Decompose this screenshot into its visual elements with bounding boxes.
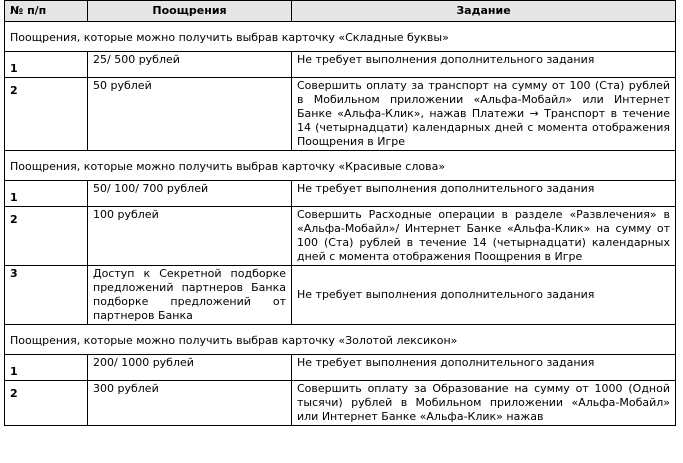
- row-num: 1: [5, 181, 88, 207]
- section-title-row: [5, 325, 676, 355]
- row-task: Не требует выполнения дополнительного задания: [292, 266, 676, 325]
- rewards-table: [4, 0, 676, 426]
- row-reward: 100 рублей: [88, 207, 292, 266]
- row-num: 1: [5, 355, 88, 381]
- section-title: Поощрения, которые можно получить выбрав карточку «Складные буквы»: [5, 22, 676, 52]
- row-task: Совершить Расходные операции в разделе «Развлечения» в «Альфа-Мобайл»/ Интернет Банке «Альфа-Клик» на сумму от 100 (Ста) рублей в течение 14 (четырнадцати) календарных дней с момента отображения Поощрения в Игре: [292, 207, 676, 266]
- row-num: 1: [5, 52, 88, 78]
- row-num: 2: [5, 78, 88, 151]
- table-row: [5, 381, 676, 426]
- table-header-row: [5, 1, 676, 22]
- section-title-row: [5, 22, 676, 52]
- section-title: Поощрения, которые можно получить выбрав карточку «Золотой лексикон»: [5, 325, 676, 355]
- table-row: [5, 266, 676, 325]
- table-row: [5, 52, 676, 78]
- section-title-row: [5, 151, 676, 181]
- row-reward: 50 рублей: [88, 78, 292, 151]
- row-task: Не требует выполнения дополнительного задания: [292, 52, 676, 78]
- row-reward: Доступ к Секретной подборке предложений партнеров Банка подборке предложений от партнеров Банка: [88, 266, 292, 325]
- header-reward: Поощрения: [88, 1, 292, 22]
- row-task: Не требует выполнения дополнительного задания: [292, 355, 676, 381]
- header-task: Задание: [292, 1, 676, 22]
- row-task: Совершить оплату за транспорт на сумму от 100 (Ста) рублей в Мобильном приложении «Альфа-Мобайл» или Интернет Банке «Альфа-Клик», нажав Платежи → Транспорт в течение 14 (четырнадцати) календарных дней с момента отображения Поощрения в Игре: [292, 78, 676, 151]
- row-task: Совершить оплату за Образование на сумму от 1000 (Одной тысячи) рублей в Мобильном приложении «Альфа-Мобайл» или Интернет Банке «Альфа-Клик» нажав: [292, 381, 676, 426]
- section-title: Поощрения, которые можно получить выбрав карточку «Красивые слова»: [5, 151, 676, 181]
- row-reward: 300 рублей: [88, 381, 292, 426]
- row-reward: 200/ 1000 рублей: [88, 355, 292, 381]
- table-row: [5, 355, 676, 381]
- table-row: [5, 181, 676, 207]
- table-row: [5, 78, 676, 151]
- row-reward: 50/ 100/ 700 рублей: [88, 181, 292, 207]
- row-num: 2: [5, 381, 88, 426]
- row-task: Не требует выполнения дополнительного задания: [292, 181, 676, 207]
- row-num: 2: [5, 207, 88, 266]
- row-reward: 25/ 500 рублей: [88, 52, 292, 78]
- table-row: [5, 207, 676, 266]
- row-num: 3: [5, 266, 88, 325]
- header-num: № п/п: [5, 1, 88, 22]
